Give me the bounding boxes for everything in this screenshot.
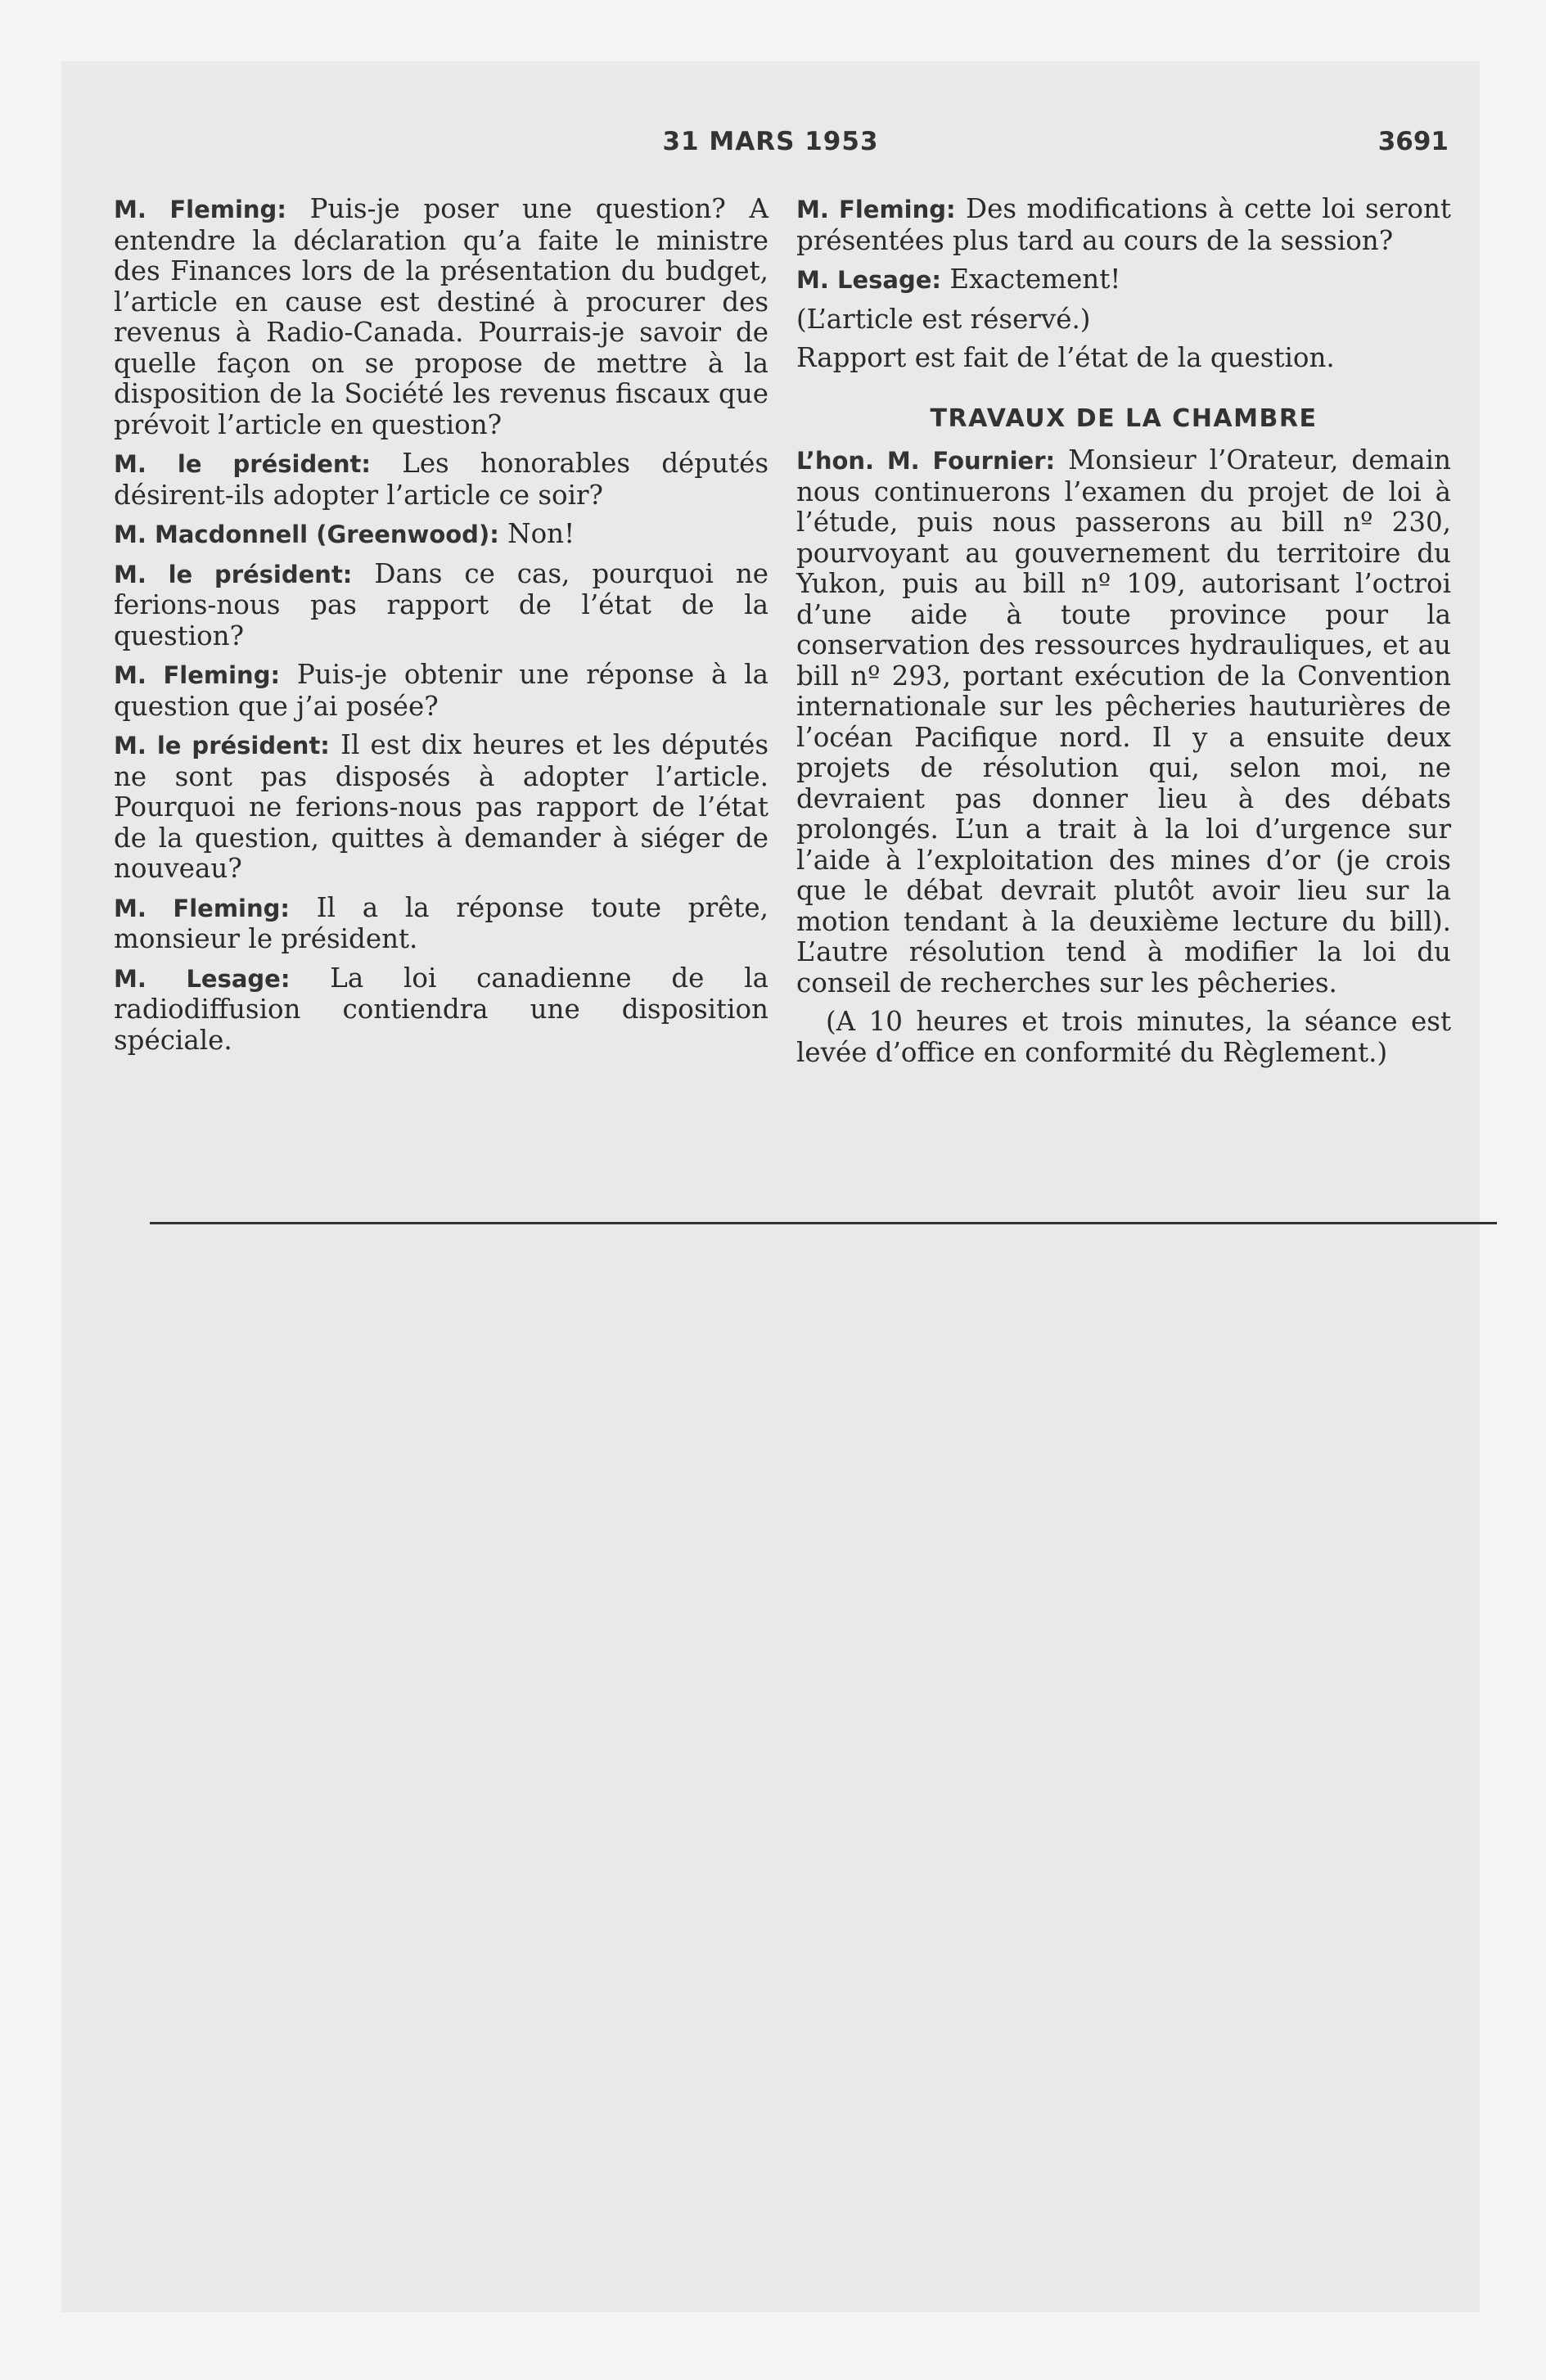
paragraph bbox=[114, 559, 768, 652]
speaker-name: L’hon. M. Fournier: bbox=[796, 447, 1056, 475]
procedural-note bbox=[796, 1007, 1451, 1068]
procedural-note bbox=[796, 343, 1451, 374]
page-date: 31 MARS 1953 bbox=[662, 127, 879, 156]
paragraph-text: Monsieur l’Orateur, demain nous continuerons l’examen du projet de loi à l’étude, puis nous passerons au bill nº 230, pourvoyant au gouvernement du territoire du Yukon, puis au bill nº 109, autorisant l’octroi d’une aide à toute province pour la conservation des ressources hydrauliques, et au bill nº 293, portant exécution de la Convention internationale sur les pêcheries hauturières de l’océan Pacifique nord. Il y a ensuite deux projets de résolution qui, selon moi, ne devraient pas donner lieu à des débats prolongés. L’un a trait à la loi d’urgence sur l’aide à l’exploitation des mines d’or (je crois que le débat devrait plutôt avoir lieu sur la motion tendant à la deuxième lecture du bill). L’autre résolution tend à modifier la loi du conseil de recherches sur les pêcheries. bbox=[796, 444, 1451, 998]
procedural-note bbox=[796, 304, 1451, 336]
section-heading: TRAVAUX DE LA CHAMBRE bbox=[930, 403, 1318, 433]
paragraph-text: Puis-je obtenir une réponse à la question que j’ai posée? bbox=[114, 659, 768, 722]
paragraph-text: Exactement! bbox=[940, 264, 1121, 295]
paragraph bbox=[114, 893, 768, 955]
speaker-name: M. Fleming: bbox=[114, 196, 286, 223]
paragraph bbox=[796, 194, 1451, 256]
paragraph-text: Dans ce cas, pourquoi ne ferions-nous pas rapport de l’état de la question? bbox=[114, 557, 769, 651]
section-divider bbox=[150, 1222, 1497, 1224]
paragraph bbox=[114, 730, 768, 885]
paragraph-text: (L’article est réservé.) bbox=[796, 303, 1091, 335]
right-column bbox=[796, 194, 1451, 1076]
paragraph-text: Les honorables députés désirent-ils adopter l’article ce soir? bbox=[114, 448, 768, 511]
paragraph-text: Il a la réponse toute prête, monsieur le président. bbox=[114, 891, 768, 954]
paragraph bbox=[114, 519, 768, 551]
left-column bbox=[114, 194, 768, 1064]
page-header bbox=[61, 127, 1480, 176]
speaker-name: M. Lesage: bbox=[796, 266, 941, 294]
paragraph-text: Rapport est fait de l’état de la question. bbox=[796, 342, 1335, 373]
speaker-name: M. Fleming: bbox=[114, 661, 281, 689]
paragraph bbox=[114, 660, 768, 722]
paragraph bbox=[114, 194, 768, 440]
paragraph-text: Non! bbox=[498, 518, 575, 549]
paragraph bbox=[114, 449, 768, 511]
paragraph-text: La loi canadienne de la radiodiffusion contiendra une disposition spéciale. bbox=[114, 962, 768, 1056]
paragraph-text: (A 10 heures et trois minutes, la séance est levée d’office en conformité du Règlement.) bbox=[796, 1006, 1451, 1068]
speaker-name: M. Fleming: bbox=[796, 196, 956, 223]
paragraph bbox=[114, 963, 768, 1057]
page-sheet bbox=[61, 61, 1480, 2312]
paragraph bbox=[796, 445, 1451, 998]
page-number: 3691 bbox=[1377, 127, 1449, 156]
speaker-name: M. le président: bbox=[114, 560, 353, 588]
speaker-name: M. le président: bbox=[114, 450, 371, 478]
speaker-name: M. Lesage: bbox=[114, 964, 291, 993]
paragraph-text: Des modifications à cette loi seront présentées plus tard au cours de la session? bbox=[796, 193, 1451, 256]
speaker-name: M. Macdonnell (Greenwood): bbox=[114, 521, 499, 548]
paragraph-text: Il est dix heures et les députés ne sont pas disposés à adopter l’article. Pourquoi ne ferions-nous pas rapport de l’état de la question, quittes à demander à siéger de nouveau? bbox=[114, 729, 769, 884]
paragraph-text: Puis-je poser une question? A entendre la déclaration qu’a faite le ministre des Finances lors de la présentation du budget, l’article en cause est destiné à procurer des revenus à Radio-Canada. Pourrais-je savoir de quelle façon on se propose de mettre à la disposition de la Société les revenus fiscaux que prévoit l’article en question? bbox=[114, 193, 768, 440]
speaker-name: M. Fleming: bbox=[114, 894, 290, 922]
speaker-name: M. le président: bbox=[114, 732, 330, 760]
paragraph bbox=[796, 264, 1451, 296]
